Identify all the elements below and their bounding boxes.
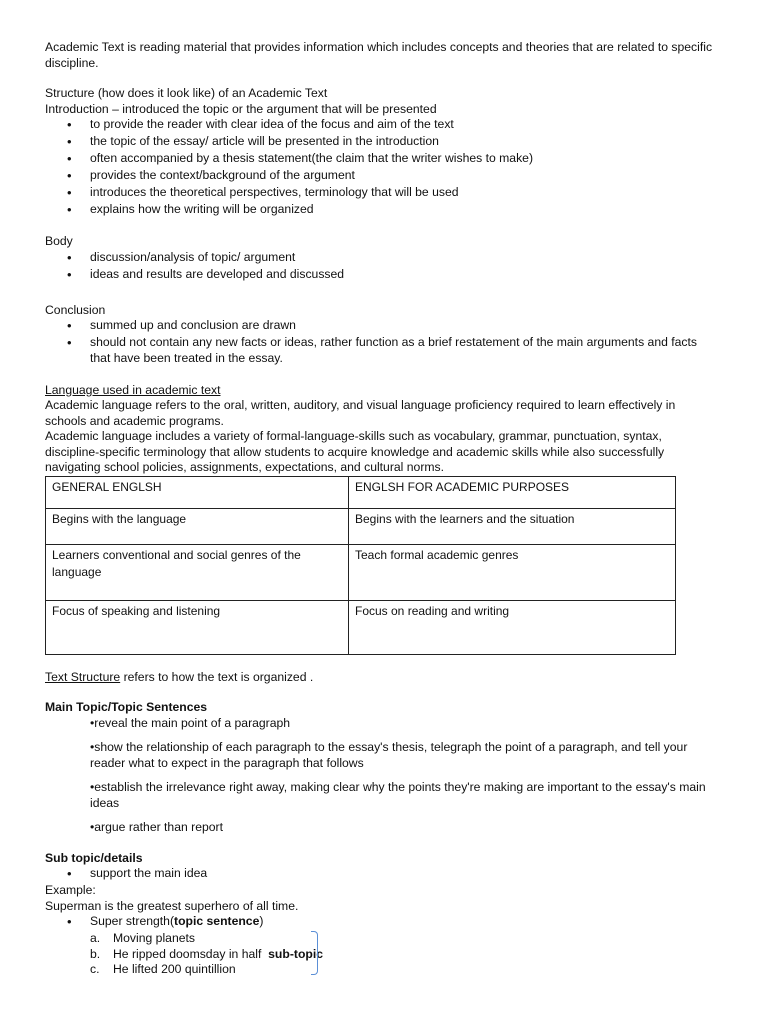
language-paragraph-2: Academic language includes a variety of formal-language-skills such as vocabulary, grammar, punctuation, syntax, discipline-specific terminology that allow students to acquire knowledge and academic skills while also successfully navigating school policies, assignments, expectations, and cultural norms. bbox=[45, 429, 665, 474]
text-structure-rest: refers to how the text is organized . bbox=[120, 669, 314, 684]
item-text: Moving planets bbox=[113, 931, 195, 945]
definition-paragraph: Academic Text is reading material that provides information which includes concepts and theories that are related to specific discipline. bbox=[45, 40, 713, 70]
list-item: • discussion/analysis of topic/ argument bbox=[45, 250, 715, 266]
list-item: • support the main idea bbox=[45, 866, 715, 882]
sub-topic-label: sub-topic bbox=[268, 946, 323, 961]
main-topic-heading: Main Topic/Topic Sentences bbox=[45, 700, 208, 714]
list-item: • explains how the writing will be organized bbox=[45, 202, 715, 218]
table-cell: Begins with the language bbox=[46, 508, 349, 544]
body-label: Body bbox=[45, 234, 73, 248]
sub-topic-group bbox=[45, 931, 715, 978]
list-item: • provides the context/background of the argument bbox=[45, 168, 715, 184]
list-item: • often accompanied by a thesis statement(the claim that the writer wishes to make) bbox=[45, 151, 715, 167]
main-topic-point: •establish the irrelevance right away, making clear why the points they're making are important to the essay's main ideas bbox=[90, 780, 706, 810]
table-cell: Begins with the learners and the situation bbox=[349, 508, 676, 544]
language-paragraph-1: Academic language refers to the oral, written, auditory, and visual language proficiency required to learn effectively in schools and academic programs. bbox=[45, 398, 676, 428]
sub-topic-items bbox=[45, 931, 715, 978]
list-item: • the topic of the essay/ article will be presented in the introduction bbox=[45, 134, 715, 150]
body-list bbox=[45, 250, 715, 283]
list-item: • to provide the reader with clear idea of the focus and aim of the text bbox=[45, 117, 715, 133]
list-item: • introduces the theoretical perspectives, terminology that will be used bbox=[45, 185, 715, 201]
document-page bbox=[45, 40, 715, 978]
list-item: • should not contain any new facts or ideas, rather function as a brief restatement of the main arguments and facts that have been treated in the essay. bbox=[45, 335, 715, 366]
list-item bbox=[45, 914, 715, 930]
item-text: He lifted 200 quintillion bbox=[113, 962, 236, 976]
example-sentence: Superman is the greatest superhero of all time. bbox=[45, 898, 299, 913]
item-text: He ripped doomsday in half bbox=[113, 946, 262, 961]
comparison-table bbox=[45, 476, 676, 655]
introduction-line: Introduction – introduced the topic or the argument that will be presented bbox=[45, 101, 437, 116]
example-label: Example: bbox=[45, 883, 96, 897]
item-marker: c. bbox=[90, 962, 100, 976]
table-cell: Learners conventional and social genres of the language bbox=[46, 544, 349, 600]
table-row bbox=[46, 544, 676, 600]
list-item: • ideas and results are developed and discussed bbox=[45, 267, 715, 283]
bracket-icon bbox=[311, 931, 318, 975]
list-item bbox=[45, 962, 715, 978]
main-topic-point: •argue rather than report bbox=[90, 820, 223, 834]
table-header-row bbox=[46, 476, 676, 508]
conclusion-label: Conclusion bbox=[45, 302, 106, 317]
table-header-cell: GENERAL ENGLSH bbox=[46, 476, 349, 508]
conclusion-list bbox=[45, 318, 715, 366]
table-cell: Teach formal academic genres bbox=[349, 544, 676, 600]
topic-sentence-label: topic sentence bbox=[174, 914, 260, 928]
table-cell: Focus of speaking and listening bbox=[46, 600, 349, 654]
example-list bbox=[45, 914, 715, 930]
text-structure-term: Text Structure bbox=[45, 669, 121, 684]
table-cell: Focus on reading and writing bbox=[349, 600, 676, 654]
main-topic-point: •show the relationship of each paragraph to the essay's thesis, telegraph the point of a paragraph, and tell your reader what to expect in the paragraph that follows bbox=[90, 740, 688, 770]
sub-topic-heading: Sub topic/details bbox=[45, 850, 143, 865]
main-topic-point: •reveal the main point of a paragraph bbox=[90, 715, 291, 730]
introduction-list bbox=[45, 117, 715, 218]
table-row bbox=[46, 508, 676, 544]
text-structure-line bbox=[45, 670, 715, 686]
list-item bbox=[45, 947, 715, 963]
bullet-close: ) bbox=[259, 914, 264, 928]
item-marker: b. bbox=[90, 946, 101, 961]
table-header-cell: ENGLSH FOR ACADEMIC PURPOSES bbox=[349, 476, 676, 508]
item-marker: a. bbox=[90, 931, 101, 945]
bullet-text: Super strength( bbox=[90, 914, 175, 928]
list-item: • summed up and conclusion are drawn bbox=[45, 318, 715, 334]
list-item bbox=[45, 931, 715, 947]
table-row bbox=[46, 600, 676, 654]
language-heading: Language used in academic text bbox=[45, 382, 221, 397]
sub-topic-list bbox=[45, 866, 715, 882]
structure-heading: Structure (how does it look like) of an Academic Text bbox=[45, 86, 328, 100]
